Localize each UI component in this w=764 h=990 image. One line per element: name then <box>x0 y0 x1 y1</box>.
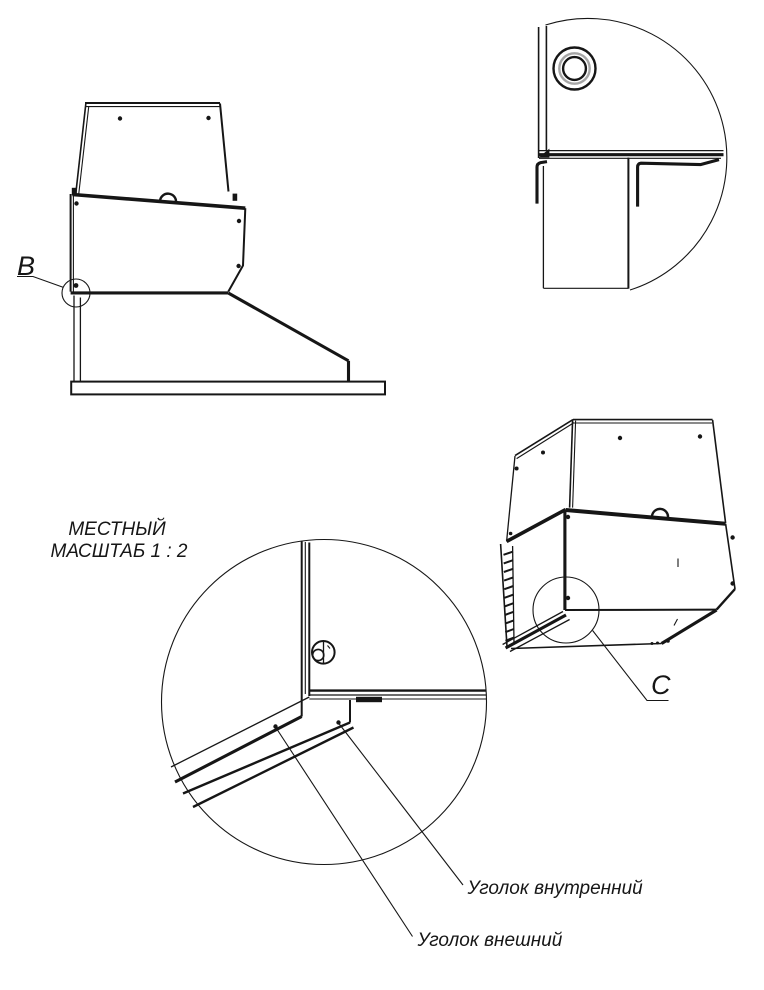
iso-front-edge <box>565 510 570 610</box>
iso-bottom-rails <box>503 612 570 652</box>
isometric-view <box>501 420 735 701</box>
side-view-middle-panel <box>71 194 246 292</box>
callout-inner-label: Уголок внутренний <box>467 878 643 899</box>
side-view <box>17 103 385 394</box>
local-view-flange-lines <box>309 691 486 703</box>
callout-outer-leader-line <box>276 727 413 937</box>
callout-inner-bracket <box>336 720 643 899</box>
detail-b-marker <box>17 251 90 307</box>
detail-b-lower-panels <box>543 158 628 289</box>
local-view-title <box>51 518 188 562</box>
detail-b-label: B <box>17 251 36 281</box>
iso-louver-strip <box>501 544 514 647</box>
iso-right-panel <box>565 524 735 610</box>
callout-outer-bracket <box>273 724 562 951</box>
detail-view-b <box>537 18 727 290</box>
detail-c-marker <box>533 577 671 701</box>
detail-b-flange-lines <box>539 151 724 159</box>
grommet-icon <box>554 48 596 90</box>
screw-head-icon <box>312 641 335 664</box>
iso-top-cover-right-face <box>573 420 726 523</box>
detail-c-label: C <box>651 670 671 700</box>
local-view-panel-edge <box>302 542 310 697</box>
side-view-joint-line <box>73 194 246 209</box>
local-view-title-line2: МАСШТАБ 1 : 2 <box>50 541 188 562</box>
callout-outer-label: Уголок внешний <box>417 930 563 951</box>
local-detail-view <box>162 540 644 952</box>
detail-b-panel-edge <box>539 26 550 158</box>
side-view-base <box>71 293 385 395</box>
local-view-boundary-circle <box>162 540 487 865</box>
local-view-angle-rails <box>171 694 354 807</box>
iso-joint-band <box>507 509 726 542</box>
side-view-top-cover <box>72 103 237 201</box>
local-view-title-line1: МЕСТНЫЙ <box>68 519 166 540</box>
